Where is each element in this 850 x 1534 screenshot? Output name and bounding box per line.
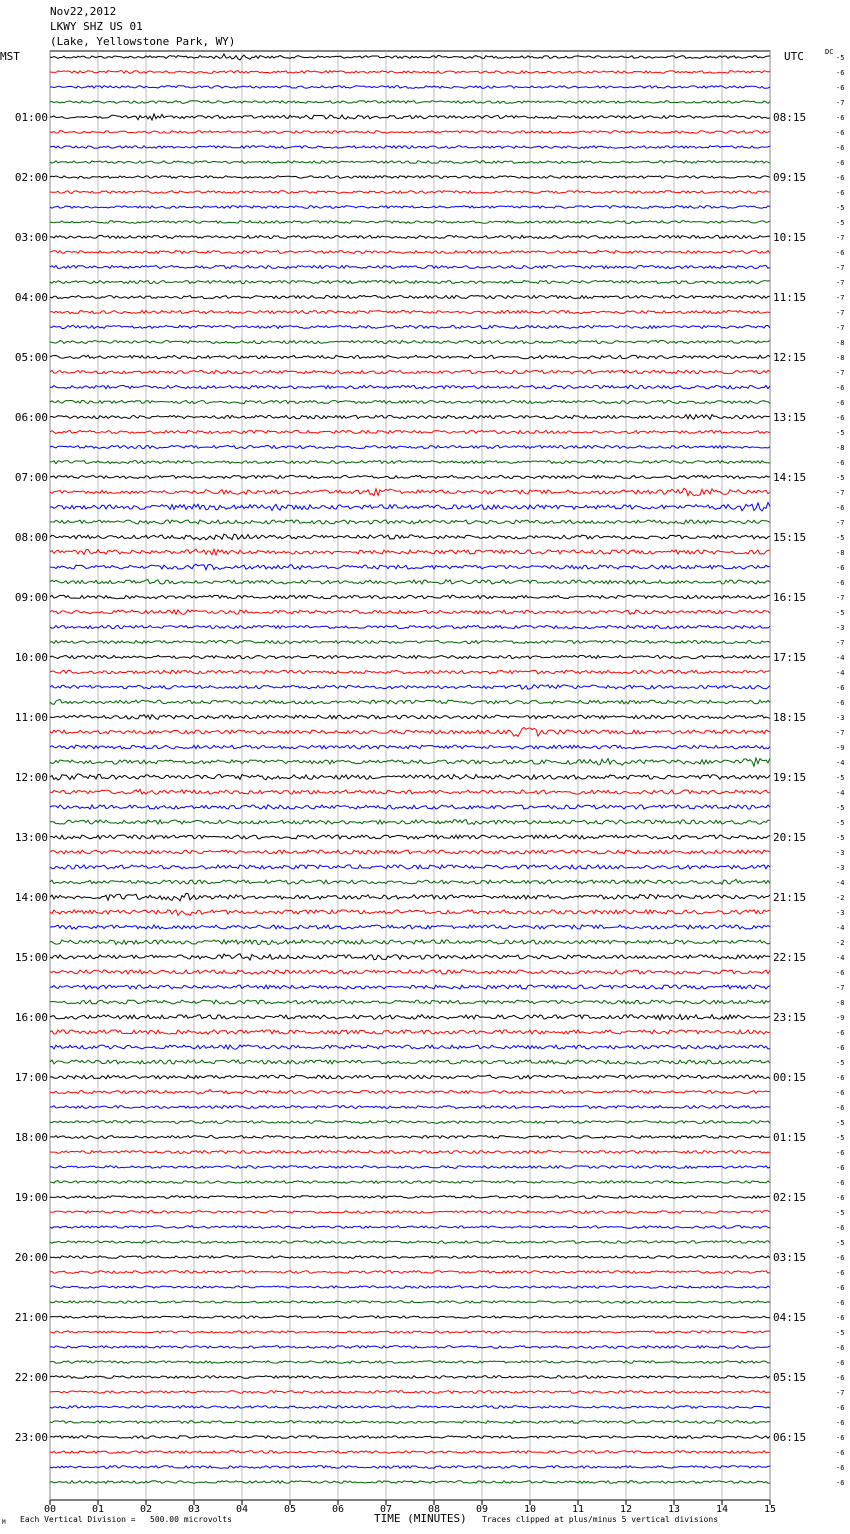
x-tick-label: 08 — [427, 1504, 441, 1515]
trace-line — [50, 1090, 770, 1095]
trace-line — [50, 715, 770, 720]
dc-offset-label: -5 — [836, 54, 845, 62]
trace-line — [50, 1481, 770, 1484]
trace-line — [50, 1241, 770, 1244]
dc-offset-label: -6 — [836, 1149, 845, 1157]
trace-line — [50, 1211, 770, 1214]
trace-line — [50, 385, 770, 388]
dc-offset-label: -8 — [836, 549, 845, 557]
dc-offset-label: -6 — [836, 579, 845, 587]
trace-line — [50, 910, 770, 916]
dc-offset-label: -5 — [836, 534, 845, 542]
trace-line — [50, 699, 770, 704]
dc-offset-label: -8 — [836, 444, 845, 452]
right-hour-label: 09:15 — [773, 171, 807, 184]
trace-line — [50, 985, 770, 989]
left-hour-label: 21:00 — [14, 1311, 48, 1324]
dc-offset-label: -6 — [836, 1194, 845, 1202]
trace-line — [50, 727, 770, 736]
left-hour-label: 05:00 — [14, 351, 48, 364]
dc-offset-label: -6 — [836, 189, 845, 197]
trace-line — [50, 670, 770, 674]
dc-offset-label: -4 — [836, 654, 845, 662]
right-hour-label: 17:15 — [773, 651, 807, 664]
left-hour-label: 10:00 — [14, 651, 48, 664]
dc-offset-label: -6 — [836, 1269, 845, 1277]
clip-note: Traces clipped at plus/minus 5 vertical divisions — [482, 1515, 719, 1524]
dc-offset-label: -5 — [836, 1059, 845, 1067]
dc-offset-label: -7 — [836, 639, 845, 647]
trace-line — [50, 281, 770, 284]
dc-offset-label: -7 — [836, 519, 845, 527]
trace-line — [50, 685, 770, 690]
right-hour-label: 18:15 — [773, 711, 807, 724]
x-tick-label: 13 — [667, 1504, 681, 1515]
trace-line — [50, 146, 770, 149]
dc-offset-label: -6 — [836, 699, 845, 707]
dc-offset-label: -6 — [836, 1179, 845, 1187]
trace-line — [50, 460, 770, 463]
trace-line — [50, 925, 770, 929]
trace-line — [50, 580, 770, 584]
dc-offset-label: -6 — [836, 249, 845, 257]
dc-offset-label: -8 — [836, 999, 845, 1007]
trace-line — [50, 191, 770, 194]
dc-offset-label: -5 — [836, 834, 845, 842]
trace-line — [50, 1421, 770, 1424]
dc-offset-label: -7 — [836, 1389, 845, 1397]
trace-line — [50, 445, 770, 448]
trace-line — [50, 430, 770, 433]
left-hour-label: 13:00 — [14, 831, 48, 844]
right-hour-label: 11:15 — [773, 291, 807, 304]
left-hour-label: 11:00 — [14, 711, 48, 724]
left-hour-label: 06:00 — [14, 411, 48, 424]
dc-offset-label: -5 — [836, 804, 845, 812]
dc-offset-label: -5 — [836, 609, 845, 617]
trace-line — [50, 745, 770, 749]
trace-line — [50, 176, 770, 179]
trace-line — [50, 311, 770, 314]
trace-line — [50, 595, 770, 598]
trace-line — [50, 1060, 770, 1064]
x-tick-label: 06 — [331, 1504, 345, 1515]
dc-offset-label: -3 — [836, 909, 845, 917]
trace-line — [50, 341, 770, 344]
left-hour-label: 18:00 — [14, 1131, 48, 1144]
dc-offset-label: -7 — [836, 264, 845, 272]
x-tick-label: 00 — [43, 1504, 57, 1515]
trace-line — [50, 1361, 770, 1364]
trace-line — [50, 1181, 770, 1184]
dc-offset-label: -7 — [836, 309, 845, 317]
left-hour-label: 16:00 — [14, 1011, 48, 1024]
trace-line — [50, 1406, 770, 1409]
left-hour-label: 22:00 — [14, 1371, 48, 1384]
x-tick-label: 03 — [187, 1504, 201, 1515]
dc-offset-label: -6 — [836, 1089, 845, 1097]
trace-line — [50, 475, 770, 478]
dc-column-label: DC — [825, 48, 834, 56]
dc-offset-label: -6 — [836, 144, 845, 152]
trace-line — [50, 655, 770, 658]
right-hour-label: 16:15 — [773, 591, 807, 604]
dc-offset-label: -7 — [836, 279, 845, 287]
trace-line — [50, 1075, 770, 1079]
right-timezone-label: UTC — [784, 50, 804, 63]
trace-line — [50, 1391, 770, 1394]
right-hour-label: 10:15 — [773, 231, 807, 244]
dc-offset-label: -5 — [836, 1209, 845, 1217]
left-hour-label: 19:00 — [14, 1191, 48, 1204]
right-hour-label: 14:15 — [773, 471, 807, 484]
dc-offset-label: -6 — [836, 129, 845, 137]
left-hour-label: 04:00 — [14, 291, 48, 304]
dc-offset-label: -3 — [836, 624, 845, 632]
trace-line — [50, 101, 770, 104]
dc-offset-label: -6 — [836, 174, 845, 182]
trace-line — [50, 1346, 770, 1349]
dc-offset-label: -6 — [836, 414, 845, 422]
left-hour-label: 02:00 — [14, 171, 48, 184]
trace-line — [50, 114, 770, 120]
dc-offset-label: -5 — [836, 474, 845, 482]
x-tick-label: 09 — [475, 1504, 489, 1515]
trace-line — [50, 1030, 770, 1034]
dc-offset-label: -3 — [836, 714, 845, 722]
trace-line — [50, 235, 770, 238]
left-hour-label: 07:00 — [14, 471, 48, 484]
header-location: (Lake, Yellowstone Park, WY) — [50, 35, 236, 48]
trace-line — [50, 1451, 770, 1454]
dc-offset-label: -6 — [836, 1419, 845, 1427]
right-hour-label: 13:15 — [773, 411, 807, 424]
trace-line — [50, 1286, 770, 1288]
dc-offset-label: -6 — [836, 1254, 845, 1262]
dc-offset-label: -6 — [836, 1359, 845, 1367]
left-hour-label: 03:00 — [14, 231, 48, 244]
trace-line — [50, 1166, 770, 1169]
dc-offset-label: -5 — [836, 1329, 845, 1337]
dc-offset-label: -6 — [836, 69, 845, 77]
x-tick-label: 05 — [283, 1504, 297, 1515]
trace-line — [50, 610, 770, 615]
right-hour-label: 06:15 — [773, 1431, 807, 1444]
x-tick-label: 15 — [763, 1504, 777, 1515]
dc-offset-label: -6 — [836, 159, 845, 167]
trace-line — [50, 71, 770, 74]
dc-offset-label: -5 — [836, 204, 845, 212]
dc-offset-label: -7 — [836, 234, 845, 242]
x-tick-label: 14 — [715, 1504, 729, 1515]
trace-line — [50, 1466, 770, 1469]
trace-line — [50, 488, 770, 495]
x-tick-label: 01 — [91, 1504, 105, 1515]
left-hour-label: 01:00 — [14, 111, 48, 124]
x-tick-label: 04 — [235, 1504, 249, 1515]
scale-note: Each Vertical Division = 500.00 microvolts — [20, 1515, 232, 1524]
dc-offset-label: -4 — [836, 924, 845, 932]
trace-line — [50, 1436, 770, 1439]
dc-offset-label: -6 — [836, 1479, 845, 1487]
dc-offset-label: -6 — [836, 1029, 845, 1037]
trace-line — [50, 1121, 770, 1124]
left-hour-label: 23:00 — [14, 1431, 48, 1444]
dc-offset-label: -6 — [836, 684, 845, 692]
dc-offset-label: -6 — [836, 1404, 845, 1412]
trace-line — [50, 850, 770, 854]
trace-line — [50, 893, 770, 900]
right-hour-label: 12:15 — [773, 351, 807, 364]
trace-line — [50, 835, 770, 839]
left-hour-label: 20:00 — [14, 1251, 48, 1264]
right-hour-label: 21:15 — [773, 891, 807, 904]
dc-offset-label: -4 — [836, 669, 845, 677]
dc-offset-label: -5 — [836, 1239, 845, 1247]
trace-line — [50, 296, 770, 299]
trace-line — [50, 865, 770, 869]
trace-line — [50, 1015, 770, 1020]
trace-line — [50, 503, 770, 512]
left-hour-label: 09:00 — [14, 591, 48, 604]
trace-line — [50, 940, 770, 945]
trace-line — [50, 86, 770, 89]
trace-line — [50, 758, 770, 766]
trace-line — [50, 879, 770, 884]
right-hour-label: 15:15 — [773, 531, 807, 544]
trace-line — [50, 1301, 770, 1303]
dc-offset-label: -6 — [836, 1344, 845, 1352]
dc-offset-label: -5 — [836, 1119, 845, 1127]
dc-offset-label: -6 — [836, 1074, 845, 1082]
dc-offset-label: -6 — [836, 564, 845, 572]
right-hour-label: 00:15 — [773, 1071, 807, 1084]
trace-line — [50, 641, 770, 644]
dc-offset-label: -6 — [836, 504, 845, 512]
dc-offset-label: -5 — [836, 1134, 845, 1142]
trace-line — [50, 549, 770, 555]
right-hour-label: 23:15 — [773, 1011, 807, 1024]
dc-offset-label: -2 — [836, 894, 845, 902]
trace-line — [50, 1196, 770, 1199]
dc-offset-label: -5 — [836, 774, 845, 782]
trace-line — [50, 131, 770, 134]
trace-line — [50, 325, 770, 328]
dc-offset-label: -6 — [836, 1449, 845, 1457]
dc-offset-label: -7 — [836, 489, 845, 497]
trace-line — [50, 415, 770, 420]
dc-offset-label: -7 — [836, 984, 845, 992]
trace-line — [50, 1376, 770, 1379]
dc-offset-label: -4 — [836, 954, 845, 962]
dc-offset-label: -7 — [836, 324, 845, 332]
trace-line — [50, 370, 770, 373]
dc-offset-label: -7 — [836, 294, 845, 302]
trace-line — [50, 1000, 770, 1004]
trace-line — [50, 265, 770, 268]
trace-line — [50, 1136, 770, 1139]
dc-offset-label: -5 — [836, 219, 845, 227]
trace-line — [50, 954, 770, 960]
right-hour-label: 01:15 — [773, 1131, 807, 1144]
dc-offset-label: -5 — [836, 819, 845, 827]
dc-offset-label: -9 — [836, 744, 845, 752]
dc-offset-label: -8 — [836, 354, 845, 362]
right-hour-label: 03:15 — [773, 1251, 807, 1264]
dc-offset-label: -4 — [836, 759, 845, 767]
left-hour-label: 15:00 — [14, 951, 48, 964]
dc-offset-label: -6 — [836, 1464, 845, 1472]
left-hour-label: 14:00 — [14, 891, 48, 904]
dc-offset-label: -7 — [836, 729, 845, 737]
header-date: Nov22,2012 — [50, 5, 117, 18]
left-hour-label: 12:00 — [14, 771, 48, 784]
trace-line — [50, 161, 770, 164]
trace-line — [50, 820, 770, 825]
dc-offset-label: -6 — [836, 1299, 845, 1307]
x-axis-title: TIME (MINUTES) — [374, 1512, 467, 1525]
dc-offset-label: -6 — [836, 114, 845, 122]
dc-offset-label: -6 — [836, 1164, 845, 1172]
trace-line — [50, 534, 770, 540]
trace-line — [50, 1256, 770, 1259]
trace-line — [50, 970, 770, 974]
right-hour-label: 05:15 — [773, 1371, 807, 1384]
dc-offset-label: -2 — [836, 939, 845, 947]
dc-offset-label: -6 — [836, 1374, 845, 1382]
dc-offset-label: -7 — [836, 594, 845, 602]
trace-line — [50, 1045, 770, 1049]
dc-offset-label: -6 — [836, 1314, 845, 1322]
trace-line — [50, 520, 770, 524]
left-timezone-label: MST — [0, 50, 20, 63]
left-hour-label: 17:00 — [14, 1071, 48, 1084]
dc-offset-label: -3 — [836, 864, 845, 872]
dc-offset-label: -6 — [836, 459, 845, 467]
dc-offset-label: -5 — [836, 429, 845, 437]
dc-offset-label: -3 — [836, 849, 845, 857]
dc-offset-label: -6 — [836, 1434, 845, 1442]
right-hour-label: 02:15 — [773, 1191, 807, 1204]
trace-line — [50, 1271, 770, 1274]
trace-line — [50, 54, 770, 60]
trace-line — [50, 1151, 770, 1154]
right-hour-label: 19:15 — [773, 771, 807, 784]
right-hour-label: 20:15 — [773, 831, 807, 844]
trace-line — [50, 251, 770, 254]
trace-line — [50, 625, 770, 628]
dc-offset-label: -6 — [836, 1104, 845, 1112]
trace-line — [50, 206, 770, 209]
right-hour-label: 04:15 — [773, 1311, 807, 1324]
x-tick-label: 10 — [523, 1504, 537, 1515]
dc-offset-label: -6 — [836, 969, 845, 977]
dc-offset-label: -8 — [836, 339, 845, 347]
trace-line — [50, 400, 770, 403]
trace-line — [50, 355, 770, 358]
trace-line — [50, 774, 770, 780]
x-tick-label: 02 — [139, 1504, 153, 1515]
trace-line — [50, 1316, 770, 1318]
header-station: LKWY SHZ US 01 — [50, 20, 143, 33]
trace-line — [50, 1331, 770, 1333]
dc-offset-label: -7 — [836, 99, 845, 107]
trace-line — [50, 221, 770, 224]
x-tick-label: 11 — [571, 1504, 585, 1515]
dc-offset-label: -4 — [836, 789, 845, 797]
x-tick-label: 12 — [619, 1504, 633, 1515]
left-hour-label: 08:00 — [14, 531, 48, 544]
x-tick-label: 07 — [379, 1504, 393, 1515]
dc-offset-label: -6 — [836, 84, 845, 92]
dc-offset-label: -6 — [836, 1224, 845, 1232]
corner-mark: M — [2, 1519, 6, 1526]
right-hour-label: 22:15 — [773, 951, 807, 964]
dc-offset-label: -4 — [836, 879, 845, 887]
trace-line — [50, 1106, 770, 1109]
dc-offset-label: -7 — [836, 369, 845, 377]
trace-line — [50, 789, 770, 794]
dc-offset-label: -9 — [836, 1014, 845, 1022]
dc-offset-label: -6 — [836, 1284, 845, 1292]
trace-line — [50, 564, 770, 570]
right-hour-label: 08:15 — [773, 111, 807, 124]
trace-line — [50, 1226, 770, 1229]
dc-offset-label: -6 — [836, 1044, 845, 1052]
dc-offset-label: -6 — [836, 384, 845, 392]
dc-offset-label: -6 — [836, 399, 845, 407]
trace-line — [50, 805, 770, 809]
